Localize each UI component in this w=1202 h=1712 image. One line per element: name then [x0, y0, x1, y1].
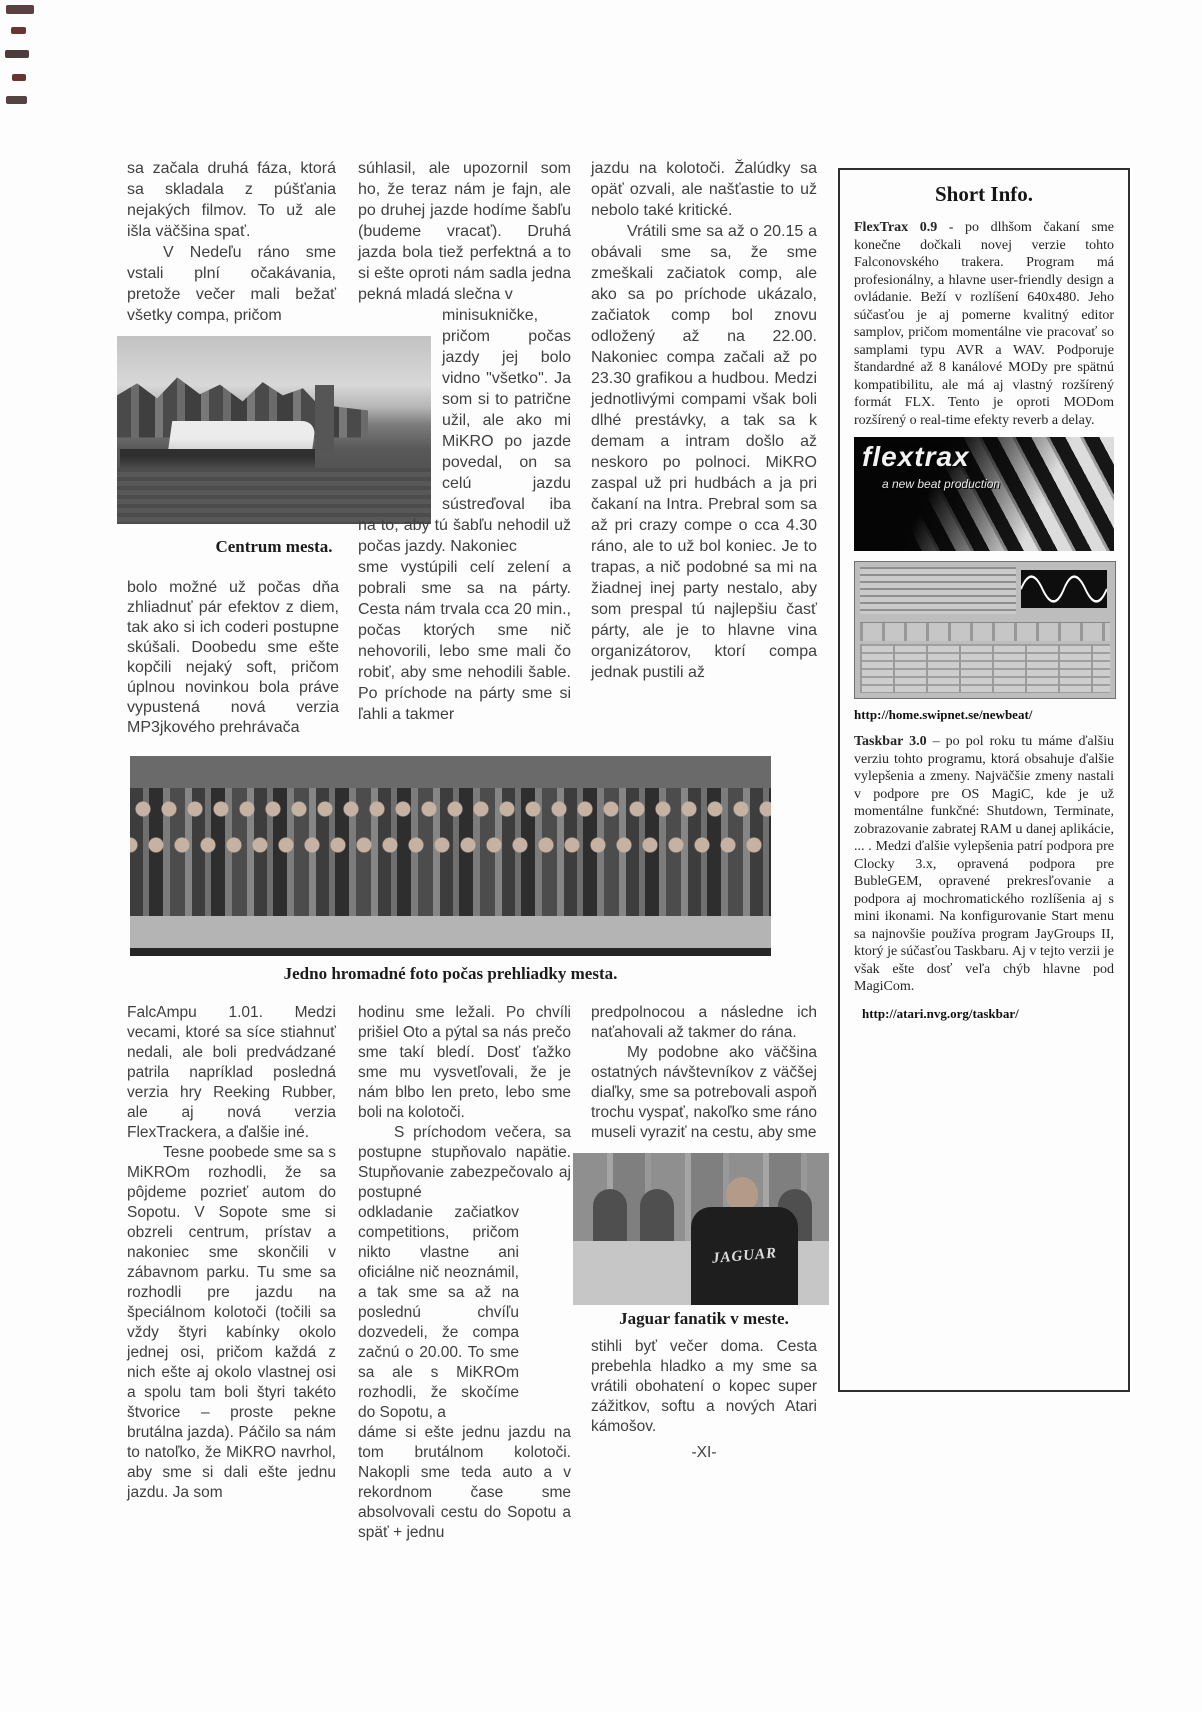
flextrax-url: http://home.swipnet.se/newbeat/	[854, 707, 1033, 722]
paragraph-wrapping-photo	[358, 305, 571, 557]
taskbar-heading: Taskbar 3.0	[854, 734, 927, 749]
archway-shape	[593, 1189, 627, 1241]
screenshot-pattern-grid	[860, 644, 1110, 693]
paragraph: súhlasil, ale upozornil som ho, že teraz nám je fajn, ale po druhej jazde hodíme šabľu (budeme vracať). Druhá jazda bola tiež perfektná a to si ešte oproti nám sadla jedna pekná mladá slečna v	[358, 160, 571, 303]
flextrax-advert-image	[854, 437, 1114, 551]
article-column-2	[358, 158, 571, 725]
screenshot-panel	[860, 567, 1016, 613]
paragraph: Tesne poobede sme sa s MiKROm rozhodli, že sa pôjdeme pozrieť autom do Sopotu. V Sopote sme si obzreli centrum, prístav a nakoniec sme skončili v zábavnom parku. Tu sme sa rozhodli pre jazdu na špeciálnom kolotoči (točili sa vždy štyri kabínky okolo jednej osi, pričom každá z nich ešte aj okolo vlastnej osi a spolu tam boli štyri takéto štvorice – proste pekne brutálna jazda). Páčilo sa nám to natoľko, že MiKRO navrhol, aby sme si dali ešte jednu jazdu. Ja som	[127, 1144, 336, 1501]
ship-shape	[168, 421, 317, 453]
group-photo-caption: Jedno hromadné foto počas prehliadky mesta.	[283, 964, 618, 983]
paragraph: V Nedeľu ráno sme vstali plní očakávania, pretože večer mali bežať všetky compa, pričom	[127, 244, 336, 324]
paragraph: S príchodom večera, sa postupne stupňovalo napätie. Stupňovanie zabezpečovalo aj postupné	[358, 1124, 571, 1201]
flextrax-advert-tagline: a new beat production	[882, 477, 1001, 491]
screenshot-waveform	[1021, 570, 1107, 608]
article-column-3	[591, 158, 817, 683]
group-photo	[130, 756, 771, 956]
paragraph: jazdu na kolotoči. Žalúdky sa opäť ozvali, ale našťastie to už nebolo také kritické.	[591, 160, 817, 219]
flextrax-review	[854, 219, 1114, 429]
flextrax-screenshot	[854, 561, 1116, 699]
flextrax-text: - po dlhšom čakaní sme konečne dočkali novej verzie tohto Falconovského trakera. Program má profesionálny, a hlavne user-friendly design a ovládanie. Beží v rozlíšení 640x480. Jeho súčasťou je aj pomerne kvalitný editor samplov, pričom momentálne vie pracovať so samplami typu AVR a WAV. Podporuje štandardné až 8 kanálové MODy pre spätnú kompatibilitu, ale má aj vlastný rozšírený formát FLX. Tento je oproti MODom rozšírený o real-time efekty reverb a delay.	[854, 220, 1114, 428]
jaguar-photo-caption: Jaguar fanatik v meste.	[619, 1309, 789, 1328]
paragraph: sa začala druhá fáza, ktorá sa skladala z púšťania nejakých filmov. To už ale išla väčšina spať.	[127, 160, 336, 240]
scan-artifact	[12, 74, 26, 81]
paragraph: stihli byť večer doma. Cesta prebehla hladko a my sme sa vrátili obohatení o kopec super zážitkov, softu a nových Atari kámošov.	[591, 1338, 817, 1435]
article-bottom-column-3	[591, 1003, 817, 1463]
short-info-title: Short Info.	[934, 182, 1034, 206]
person-figure	[691, 1177, 799, 1305]
screenshot-toolbar	[860, 622, 1110, 641]
flextrax-advert-logo: flextrax	[862, 441, 970, 472]
paragraph-text: minisukničke, pričom počas jazdy jej bolo vidno "všetko". Ja som si to patrične užil, ale ako mi MiKRO po jazde povedal, on sa celú jazdu sústreďoval iba na to, aby tú šabľu nehodil už počas jazdy. Nakoniec	[358, 307, 571, 555]
paragraph: predpolnocou a následne ich naťahovali až takmer do rána.	[591, 1004, 817, 1041]
taskbar-text: – po pol roku tu máme ďalšiu verziu tohto programu, ktorá obsahuje ďalšie vylepšenia a zmeny. Najväčšie zmeny nastali v podpore pre OS MagiC, kde je už momentálne funkčné: Shutdown, Terminate, zobrazovanie zabratej RAM u danej aplikácie, ... . Medzi ďalšie vylepšenia patrí podpora pre Clocky 3.x, opravená podpora pre BubleGEM, opravené prekresľovanie a podpora aj mochromatického rozlíšenia aj s mini ikonami. Na konfigurovanie Start menu sa najnovšie používa program JayGroups II, ktorý je súčasťou Taskbaru. Aj v tejto verzii je však ešte dosť veľa chýb hlavne pod MagiCom.	[854, 734, 1114, 994]
archway-shape	[640, 1189, 674, 1241]
paragraph: dáme si ešte jednu jazdu na tom brutálnom kolotoči. Nakopli sme teda auto a v rekordnom čase sme absolvovali cestu do Sopotu a späť + jednu	[358, 1424, 571, 1541]
jaguar-tshirt	[691, 1207, 799, 1305]
scan-artifact	[6, 96, 27, 104]
paragraph: sme vystúpili celí zelení a pobrali sme sa na párty. Cesta nám trvala cca 20 min., počas ktorých sme nič nehovorili, lebo sme mali čo robiť, aby sme nehodili šable. Po príchode na párty sme si ľahli a takmer	[358, 559, 571, 723]
crowd-heads-row	[130, 796, 771, 822]
flextrax-heading: FlexTrax 0.9	[854, 220, 938, 235]
tshirt-logo-text: JAGUAR	[711, 1244, 778, 1267]
taskbar-url: http://atari.nvg.org/taskbar/	[862, 1005, 1019, 1021]
paragraph: Vrátili sme sa až o 20.15 a obávali sme sa, že sme zmeškali začiatok comp, ale ako sa po príchode ukázalo, začiatok comp bol znovu odložený až na 22.00. Nakoniec compa začali až po 23.30 grafikou a hudbou. Medzi jednotlivými compami však boli dlhé prestávky, a tak sa k demam a intram došlo až neskoro po polnoci. MiKRO zaspal už pri hudbách a ja pri čakaní na Intra. Prebral som sa až pri crazy compe o cca 4.30 ráno, ale to už bol koniec. Je to trapas, a nič podobné sa mi na žiadnej inej party nestalo, aby som prespal tú najlepšiu časť párty, ale je to hlavne vina organizátorov, ktorí compa jednak pustili až	[591, 223, 817, 681]
harbor-crane-shape	[315, 385, 334, 453]
crowd-heads-row	[130, 832, 771, 858]
article-bottom-column-1	[127, 1003, 336, 1503]
article-bottom-column-2	[358, 1003, 571, 1543]
paragraph: FalcAmpu 1.01. Medzi vecami, ktoré sa síce stiahnuť nedali, ale boli predvádzané patrila napríklad posledná verzia hry Reeking Rubber, ale aj nová verzia FlexTrackera, a ďalšie iné.	[127, 1004, 336, 1141]
paragraph-narrowed: odkladanie začiatkov competitions, pričom nikto vlastne ani oficiálne nič neoznámil, a tak sme sa až na poslednú chvíľu dozvedeli, že compa začnú o 20.00. To sme sa ale s MiKROm rozhodli, že skočíme do Sopotu, a	[358, 1204, 519, 1421]
author-signature: -XI-	[691, 1444, 717, 1461]
person-head	[726, 1177, 758, 1211]
photo-wrap-spacer	[358, 305, 442, 497]
photo-caption-centrum: Centrum mesta.	[215, 537, 333, 556]
scan-artifact	[11, 27, 26, 34]
taskbar-review	[854, 733, 1114, 996]
paragraph: My podobne ako väčšina ostatných návštevníkov z väčšej diaľky, sme sa potrebovali aspoň trochu vyspať, nakoľko sme ráno museli vyraziť na cestu, aby sme	[591, 1044, 817, 1141]
scan-artifact	[6, 5, 34, 14]
paragraph: bolo možné už počas dňa zhliadnuť pár efektov z diem, tak ako si ich coderi postupne skúšali. Doobedu sme ešte kopčili nejaký soft, pričom úplnou novinkou bola práve vypustená nová verzia MP3jkového prehrávača	[127, 579, 339, 736]
article-column-1-continued	[127, 578, 339, 738]
jaguar-fanatic-photo	[573, 1153, 829, 1305]
article-column-1	[127, 158, 336, 326]
paragraph: hodinu sme ležali. Po chvíli prišiel Oto a pýtal sa nás prečo sme takí bledí. Dosť ťažko sme mu vysvetľovali, že je nám blbo len preto, lebo sme boli na kolotoči.	[358, 1004, 571, 1121]
short-info-box	[838, 168, 1130, 1392]
scan-artifact	[5, 50, 29, 58]
ship-hull-shape	[120, 449, 315, 468]
